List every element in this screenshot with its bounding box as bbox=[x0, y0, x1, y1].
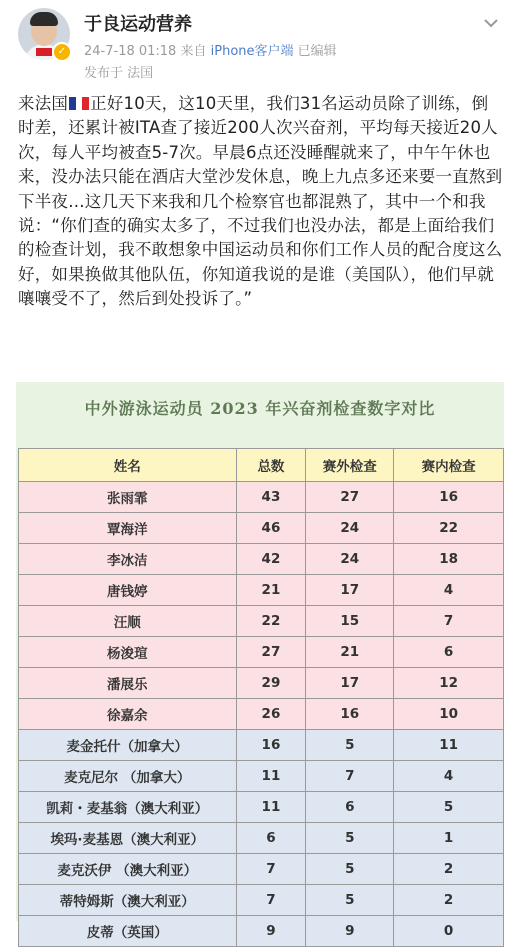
table-row bbox=[19, 792, 504, 823]
table-row bbox=[19, 513, 504, 544]
cell-total: 26 bbox=[236, 699, 306, 730]
header-in-competition: 赛内检查 bbox=[394, 449, 504, 482]
cell-out-competition: 21 bbox=[306, 637, 394, 668]
cell-total: 27 bbox=[236, 637, 306, 668]
cell-name: 张雨霏 bbox=[19, 482, 237, 513]
table-row bbox=[19, 606, 504, 637]
cell-out-competition: 17 bbox=[306, 668, 394, 699]
cell-name: 唐钱婷 bbox=[19, 575, 237, 606]
post-header bbox=[0, 0, 514, 100]
cell-in-competition: 6 bbox=[394, 637, 504, 668]
cell-out-competition: 16 bbox=[306, 699, 394, 730]
cell-in-competition: 10 bbox=[394, 699, 504, 730]
cell-total: 6 bbox=[236, 823, 306, 854]
cell-out-competition: 5 bbox=[306, 854, 394, 885]
header-total: 总数 bbox=[236, 449, 306, 482]
cell-name: 杨浚瑄 bbox=[19, 637, 237, 668]
cell-out-competition: 5 bbox=[306, 885, 394, 916]
doping-test-table bbox=[18, 448, 504, 947]
cell-in-competition: 22 bbox=[394, 513, 504, 544]
cell-total: 21 bbox=[236, 575, 306, 606]
cell-total: 46 bbox=[236, 513, 306, 544]
cell-total: 29 bbox=[236, 668, 306, 699]
cell-name: 覃海洋 bbox=[19, 513, 237, 544]
cell-out-competition: 27 bbox=[306, 482, 394, 513]
cell-name: 潘展乐 bbox=[19, 668, 237, 699]
cell-in-competition: 1 bbox=[394, 823, 504, 854]
table-row bbox=[19, 544, 504, 575]
cell-total: 11 bbox=[236, 761, 306, 792]
cell-out-competition: 9 bbox=[306, 916, 394, 947]
cell-in-competition: 2 bbox=[394, 854, 504, 885]
header-out-competition: 赛外检查 bbox=[306, 449, 394, 482]
cell-out-competition: 5 bbox=[306, 730, 394, 761]
from-label: 来自 bbox=[180, 44, 207, 59]
table-title: 中外游泳运动员 2023 年兴奋剂检查数字对比 bbox=[84, 399, 436, 418]
table-row bbox=[19, 482, 504, 513]
cell-name: 麦克尼尔 （加拿大） bbox=[19, 761, 237, 792]
chevron-down-icon[interactable] bbox=[482, 14, 500, 32]
cell-out-competition: 24 bbox=[306, 544, 394, 575]
table-row bbox=[19, 823, 504, 854]
cell-in-competition: 7 bbox=[394, 606, 504, 637]
cell-total: 22 bbox=[236, 606, 306, 637]
table-row bbox=[19, 575, 504, 606]
cell-total: 7 bbox=[236, 854, 306, 885]
cell-in-competition: 12 bbox=[394, 668, 504, 699]
cell-total: 11 bbox=[236, 792, 306, 823]
cell-in-competition: 2 bbox=[394, 885, 504, 916]
cell-name: 麦金托什（加拿大） bbox=[19, 730, 237, 761]
cell-in-competition: 4 bbox=[394, 761, 504, 792]
cell-out-competition: 15 bbox=[306, 606, 394, 637]
cell-total: 9 bbox=[236, 916, 306, 947]
cell-out-competition: 7 bbox=[306, 761, 394, 792]
cell-in-competition: 11 bbox=[394, 730, 504, 761]
cell-name: 蒂特姆斯（澳大利亚） bbox=[19, 885, 237, 916]
cell-total: 42 bbox=[236, 544, 306, 575]
cell-name: 徐嘉余 bbox=[19, 699, 237, 730]
table-row bbox=[19, 637, 504, 668]
post-meta bbox=[84, 40, 337, 59]
edited-label[interactable]: 已编辑 bbox=[297, 44, 337, 59]
cell-total: 16 bbox=[236, 730, 306, 761]
table-row bbox=[19, 699, 504, 730]
table-row bbox=[19, 730, 504, 761]
cell-out-competition: 6 bbox=[306, 792, 394, 823]
table-row bbox=[19, 885, 504, 916]
client-link[interactable]: iPhone客户端 bbox=[210, 44, 294, 59]
cell-in-competition: 4 bbox=[394, 575, 504, 606]
post-body bbox=[18, 92, 504, 312]
table-row bbox=[19, 761, 504, 792]
cell-name: 埃玛·麦基恩（澳大利亚） bbox=[19, 823, 237, 854]
header-name: 姓名 bbox=[19, 449, 237, 482]
post-text-intro: 来法国 bbox=[18, 94, 69, 113]
cell-name: 皮蒂（英国） bbox=[19, 916, 237, 947]
cell-in-competition: 16 bbox=[394, 482, 504, 513]
cell-out-competition: 5 bbox=[306, 823, 394, 854]
cell-out-competition: 17 bbox=[306, 575, 394, 606]
cell-name: 凯莉・麦基翁（澳大利亚） bbox=[19, 792, 237, 823]
cell-total: 7 bbox=[236, 885, 306, 916]
post-time: 24-7-18 01:18 bbox=[84, 44, 177, 59]
table-row bbox=[19, 854, 504, 885]
cell-in-competition: 18 bbox=[394, 544, 504, 575]
france-flag-icon bbox=[69, 93, 89, 106]
post-text-main: 正好10天，这10天里，我们31名运动员除了训练，倒时差，还累计被ITA查了接近200人次兴奋剂，平均每天接近20人次，每人平均被查5-7次。早晨6点还没睡醒就来了，中午午休也来，没办法只能在酒店大堂沙发休息，晚上九点多还来要一直熬到下半夜…这几天下来我和几个检察官也都混熟了，其中一个和我说：“你们查的确实太多了，不过我们也没办法，都是上面给我们的检查计划，我不敢想象中国运动员和你们工作人员的配合度这么好，如果换做其他队伍，你知道我说的是谁（美国队），他们早就嚷嚷受不了，然后到处投诉了。” bbox=[18, 94, 503, 309]
table-row bbox=[19, 916, 504, 947]
table-header-row bbox=[19, 449, 504, 482]
post-location: 发布于 法国 bbox=[84, 66, 154, 81]
cell-name: 汪顺 bbox=[19, 606, 237, 637]
cell-name: 李冰洁 bbox=[19, 544, 237, 575]
cell-total: 43 bbox=[236, 482, 306, 513]
cell-name: 麦克沃伊 （澳大利亚） bbox=[19, 854, 237, 885]
username[interactable]: 于良运动营养 bbox=[84, 14, 192, 35]
table-row bbox=[19, 668, 504, 699]
cell-out-competition: 24 bbox=[306, 513, 394, 544]
verified-badge-icon: ✓ bbox=[52, 42, 72, 62]
cell-in-competition: 0 bbox=[394, 916, 504, 947]
cell-in-competition: 5 bbox=[394, 792, 504, 823]
